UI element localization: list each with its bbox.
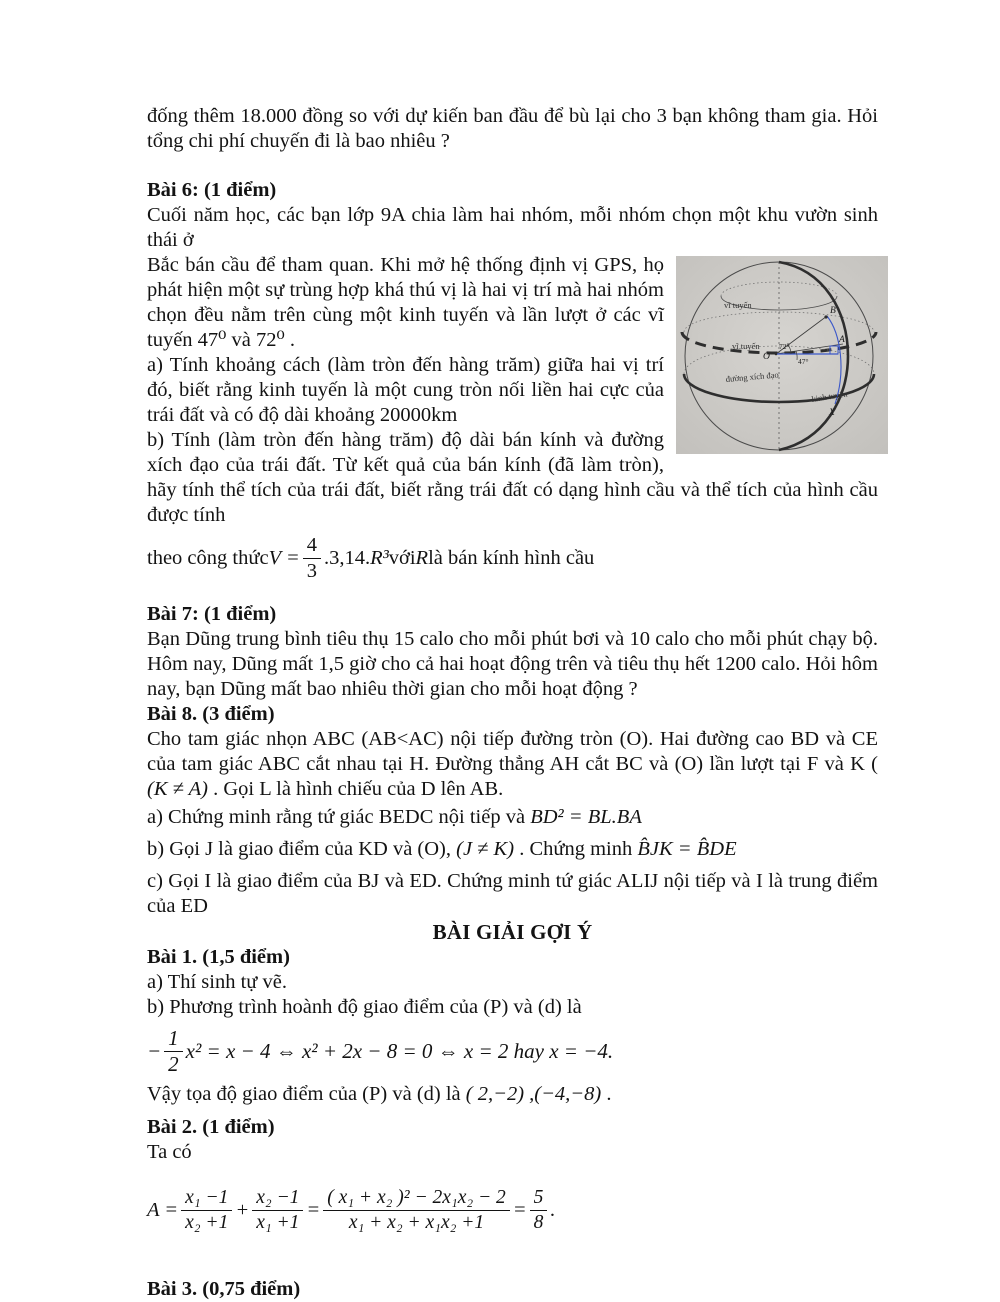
formula-post: là bán kính hình cầu	[428, 546, 595, 569]
upper-latitude-label: vĩ tuyến	[724, 300, 752, 310]
bai1-item-a: a) Thí sinh tự vẽ.	[147, 971, 287, 994]
eq-a-lhs: A =	[147, 1198, 179, 1221]
angle-47-label: 47°	[798, 357, 809, 366]
fraction-denominator: x₁ + x₂ + x₁x₂ +1	[348, 1211, 485, 1233]
bai8-item-b	[147, 837, 878, 862]
formula-mid: .3,14.	[323, 546, 371, 569]
bai8-b-math2: B̂JK = B̂DE	[637, 838, 737, 861]
point-x-label: X	[829, 408, 835, 418]
bai6-body	[147, 203, 878, 582]
point-o-dot	[775, 353, 778, 356]
eq-rest: x² = x − 4 ⇔ x² + 2x − 8 = 0 ⇔ x = 2 hay x = −4.	[185, 1038, 614, 1063]
concl-text: Vậy tọa độ giao điểm của (P) và (d) là	[147, 1083, 466, 1106]
fraction-numerator: 1	[164, 1027, 183, 1052]
fraction-denominator: x₂ +1	[185, 1211, 229, 1233]
bai3-heading: Bài 3. (0,75 điểm)	[147, 1278, 301, 1301]
bai7-body: Bạn Dũng trung bình tiêu thụ 15 calo cho mỗi phút bơi và 10 calo cho mỗi phút chạy bộ. Hôm nay, Dũng mất 1,5 giờ cho cả hai hoạt động trên và tiêu thụ hết 1200 calo. Hỏi hôm nay, bạn Dũng mất bao nhiêu thời gian cho mỗi hoạt động ?	[147, 628, 878, 701]
fraction-numerator: ( x₁ + x₂ )² − 2x₁x₂ − 2	[323, 1187, 510, 1210]
eq-a-eq3: =	[512, 1198, 527, 1221]
bai6-item-a: a) Tính khoảng cách (làm tròn đến hàng trăm) giữa hai vị trí đó, biết rằng kinh tuyến là một cung tròn nối liền hai cực của trái đất và có độ dài khoảng 20000km	[147, 354, 664, 426]
point-o-label: O	[763, 352, 770, 362]
concl-period: .	[601, 1083, 612, 1106]
fraction-x2	[252, 1187, 303, 1233]
bai8-b-mid: . Chứng minh	[514, 838, 638, 861]
equator-label: đường xích đạo	[725, 369, 779, 384]
point-b-label: B	[830, 306, 836, 316]
bai8-item-c: c) Gọi I là giao điểm của BJ và ED. Chứng minh tứ giác ALIJ nội tiếp và I là trung điểm của ED	[147, 870, 878, 918]
bai8-a-math: BD² = BL.BA	[530, 806, 642, 829]
fraction-numerator: x₁ −1	[181, 1187, 232, 1210]
bai2-taco: Ta có	[147, 1141, 192, 1164]
bai6-intro-rest: Bắc bán cầu để tham quan. Khi mở hệ thống định vị GPS, họ phát hiện một sự trùng hợp khá thú vị là hai vị trí mà hai nhóm chọn đều nằm trên cùng một kinh tuyến và lần lượt ở các vĩ tuyến 47⁰ và 72⁰ .	[147, 254, 664, 351]
bai8-item-a	[147, 805, 878, 830]
bai6-heading: Bài 6: (1 điểm)	[147, 179, 277, 201]
fraction-5-8	[530, 1187, 548, 1233]
fraction-numerator: x₂ −1	[252, 1187, 303, 1210]
bai8-intro-text2: . Gọi L là hình chiếu của D lên AB.	[207, 778, 504, 801]
bai8-intro-math: (K ≠ A)	[147, 778, 208, 801]
bai8-b-text: b) Gọi J là giao điểm của KD và (O),	[147, 838, 457, 861]
bai6-item-b: b) Tính (làm tròn đến hàng trăm) độ dài bán kính và đường xích đạo của trái đất. Từ kết quả của bán kính (đã làm tròn), hãy tính thể tích của trái đất, biết rằng trái đất có dạng hình cầu và thể tích của hình cầu được tính	[147, 429, 878, 526]
fraction-denominator: 3	[306, 559, 317, 582]
photo-background	[676, 256, 888, 454]
fraction-4-3	[303, 534, 321, 582]
fraction-numerator: 4	[303, 534, 321, 559]
fraction-x1	[181, 1187, 232, 1233]
concl-math: ( 2,−2) ,(−4,−8)	[465, 1083, 602, 1106]
point-b-dot	[824, 315, 827, 318]
mid-latitude-label: vĩ tuyến	[732, 341, 760, 351]
fraction-numerator: 5	[530, 1187, 548, 1210]
bai6-intro-line1: Cuối năm học, các bạn lớp 9A chia làm hai nhóm, mỗi nhóm chọn một khu vườn sinh thái ở	[147, 204, 878, 251]
angle-72-label: 72⁰	[779, 342, 790, 351]
fraction-denominator: 8	[533, 1211, 544, 1233]
bai8-b-math1: (J ≠ K)	[456, 838, 515, 861]
formula-with: với	[388, 546, 416, 569]
point-a-label: A	[839, 335, 845, 345]
eq-a-plus: +	[235, 1198, 250, 1221]
bai8-heading: Bài 8. (3 điểm)	[147, 703, 275, 726]
bai8-intro	[147, 727, 878, 802]
globe-sphere-diagram	[676, 256, 888, 454]
meridian-label: kinh tuyến	[810, 388, 848, 404]
formula-pre: theo công thức	[147, 546, 269, 569]
bai1-equation	[147, 1024, 878, 1078]
eq-a-eq2: =	[306, 1198, 321, 1221]
bai7-heading: Bài 7: (1 điểm)	[147, 603, 277, 626]
bai8-intro-text1: Cho tam giác nhọn ABC (AB<AC) nội tiếp đường tròn (O). Hai đường cao BD và CE của tam giác ABC cắt nhau tại H. Đường thẳng AH cắt BC và (O) lần lượt tại F và K (	[147, 728, 878, 776]
fraction-denominator: 2	[168, 1051, 179, 1076]
formula-r: R	[415, 546, 429, 569]
bai8-a-text: a) Chứng minh rằng tứ giác BEDC nội tiếp và	[147, 806, 531, 829]
eq-a-period: .	[550, 1198, 556, 1221]
fraction-1-2	[164, 1027, 183, 1076]
bai2-heading: Bài 2. (1 điểm)	[147, 1116, 275, 1139]
eq-minus: −	[147, 1038, 162, 1063]
globe-figure	[676, 256, 888, 454]
fraction-denominator: x₁ +1	[256, 1211, 300, 1233]
intro-paragraph: đống thêm 18.000 đồng so với dự kiến ban đầu để bù lại cho 3 bạn không tham gia. Hỏi tổng chi phí chuyến đi là bao nhiêu ?	[147, 105, 878, 152]
bai6-volume-formula	[147, 534, 878, 582]
solutions-title: BÀI GIẢI GỢI Ý	[432, 920, 593, 945]
formula-v: V =	[268, 546, 300, 569]
bai1-item-b: b) Phương trình hoành độ giao điểm của (P) và (d) là	[147, 996, 582, 1019]
formula-r3: R³	[370, 546, 389, 569]
fraction-big	[323, 1187, 510, 1233]
bai2-equation	[147, 1177, 878, 1243]
bai1-conclusion	[147, 1082, 878, 1107]
bai1-heading: Bài 1. (1,5 điểm)	[147, 946, 290, 969]
